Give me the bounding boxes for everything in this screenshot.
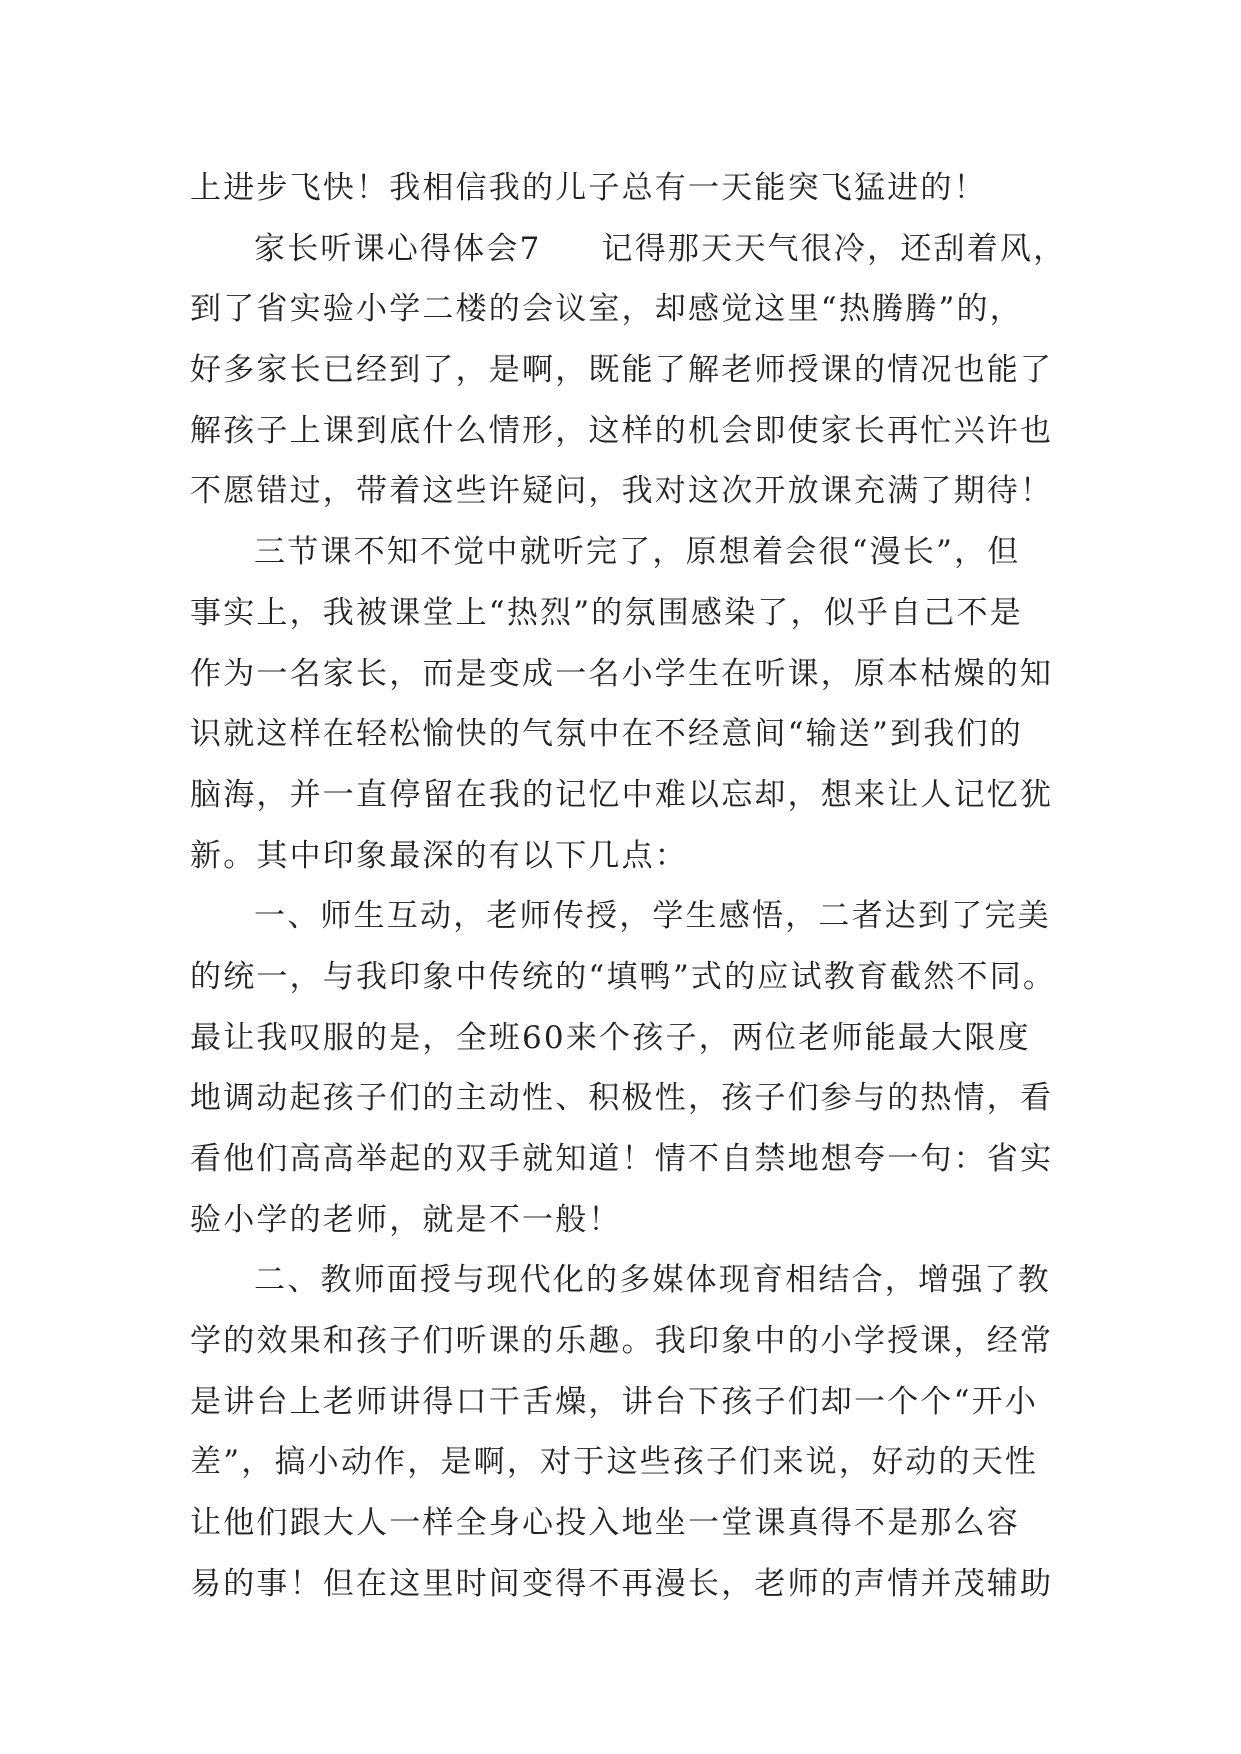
text-line: 作为一名家长，而是变成一名小学生在听课，原本枯燥的知 [190,655,1054,692]
text-line: 解孩子上课到底什么情形，这样的机会即使家长再忙兴许也 [190,412,1054,449]
text-line: 识就这样在轻松愉快的气氛中在不经意间“输送”到我们的 [190,716,1023,753]
text-line: 易的事！但在这里时间变得不再漫长，老师的声情并茂辅助 [190,1565,1054,1602]
text-line: 到了省实验小学二楼的会议室，却感觉这里“热腾腾”的， [190,291,1023,328]
body-text [190,158,1067,1615]
text-line: 看他们高高举起的双手就知道！情不自禁地想夸一句：省实 [190,1141,1054,1177]
text-line: 验小学的老师，就是不一般！ [190,1201,622,1238]
section-heading: 家长听课心得体会7 [254,230,542,267]
text-line-with-heading [190,219,1067,280]
text-line: 是讲台上老师讲得口干舌燥，讲台下孩子们却一个个“开小 [190,1383,1039,1420]
text-line: 最让我叹服的是，全班60来个孩子，两位老师能最大限度 [190,1019,1031,1056]
text-line: 事实上，我被课堂上“热烈”的氛围感染了，似乎自己不是 [190,594,1023,631]
text-line: 让他们跟大人一样全身心投入地坐一堂课真得不是那么容 [190,1505,1020,1542]
text-line: 脑海，并一直停留在我的记忆中难以忘却，想来让人记忆犹 [190,776,1054,813]
text-line: 新。其中印象最深的有以下几点： [190,837,688,874]
text-line: 一、师生互动，老师传授，学生感悟，二者达到了完美 [254,898,1051,935]
text-line: 的统一，与我印象中传统的“填鸭”式的应试教育截然不同。 [190,958,1057,995]
text-line: 三节课不知不觉中就听完了，原想着会很“漫长”，但 [254,534,1021,571]
text-line: 不愿错过，带着这些许疑问，我对这次开放课充满了期待！ [190,473,1054,510]
text-line: 二、教师面授与现代化的多媒体现育相结合，增强了教 [254,1262,1051,1299]
text-line: 上进步飞快！我相信我的儿子总有一天能突飞猛进的！ [190,170,987,206]
text-line: 好多家长已经到了，是啊，既能了解老师授课的情况也能了 [190,352,1054,389]
text-line: 记得那天天气很冷，还刮着风， [601,230,1067,267]
text-line: 学的效果和孩子们听课的乐趣。我印象中的小学授课，经常 [190,1323,1054,1360]
text-line: 差”，搞小动作，是啊，对于这些孩子们来说，好动的天性 [190,1444,1039,1481]
text-line: 地调动起孩子们的主动性、积极性，孩子们参与的热情，看 [190,1080,1054,1117]
